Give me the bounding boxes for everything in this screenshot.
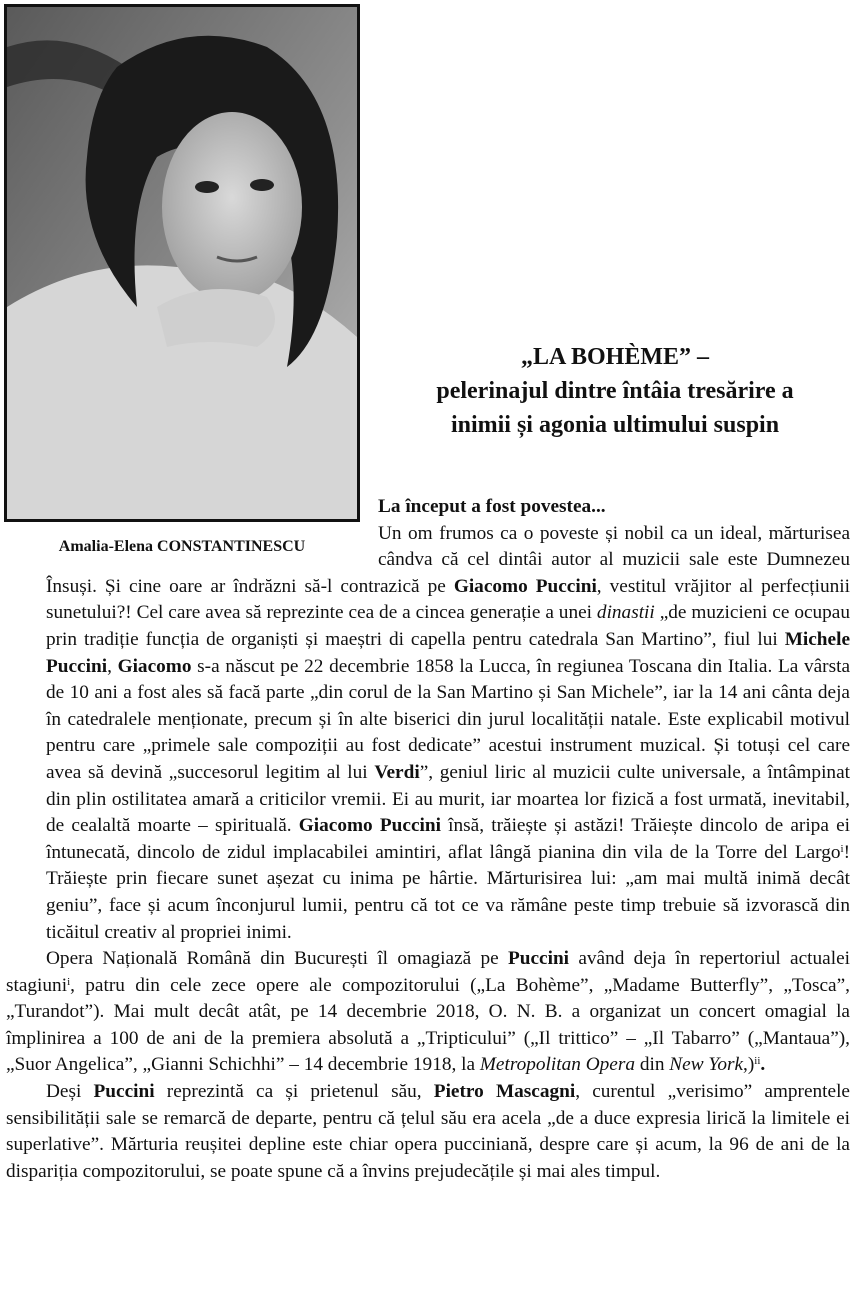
portrait-image bbox=[7, 7, 357, 519]
article-title bbox=[380, 340, 850, 442]
section-subheading: La început a fost povestea... bbox=[378, 496, 606, 517]
footnote-ref-2[interactable]: i bbox=[67, 975, 71, 988]
footnote-ref-1[interactable]: i bbox=[840, 842, 844, 855]
article-body bbox=[6, 494, 850, 1185]
paragraph-1: Un om frumos ca o poveste și nobil ca un ideal, mărturisea cândva că cel dintâi autor al muzicii sale este Dumnezeu Însuși. Și cine oare ar îndrăzni să-l contrazică pe Giacomo Puccini, vestitul vrăjitor al perfecțiunii sunetului?! Cel care avea să reprezinte cea de a cincea generație a unei dinastii „de muzicieni ce ocupau prin tradiție funcția de organiști și maeștri di capella pentru catedrala San Martino”, fiul lui Michele Puccini, Giacomo s-a născut pe 22 decembrie 1858 la Lucca, în regiunea Toscana din Italia. La vârsta de 10 ani a fost ales să facă parte „din corul de la San Martino și San Michele”, iar la 14 ani cânta deja în catedralele menționate, precum și în alte biserici din jurul localității natale. Este explicabil motivul pentru care „primele sale compoziții au fost dedicate” acestui instrument muzical. Și totuși cel care avea să devină „succesorul legitim al lui Verdi”, geniul liric al muzicii culte universale, a întâmpinat din plin ostilitatea amară a criticilor vremii. Ei au murit, iar moartea lor fizică a fost urmată, inevitabil, de cealaltă moarte – spirituală. Giacomo Puccini însă, trăiește și astăzi! Trăiește dincolo de aripa ei întunecată, dincolo de zidul implacabilei amintiri, aflat lângă pianina din vila de la Torre del Largo$^i$! Trăiește prin fiecare sunet așezat cu inima pe hârtie. Mărturisirea lui: „am mai multă inimă decât geniu”, face și acum înconjurul lumii, pentru că tot ce va rămâne peste timp trebuie să izvorască din ticăitul creativ al propriei inimi. bbox=[46, 522, 851, 943]
photo-float-spacer bbox=[6, 494, 378, 572]
title-line-1: „LA BOHÈME” – bbox=[520, 344, 710, 370]
title-line-3: inimii și agonia ultimului suspin bbox=[450, 412, 780, 438]
footnote-ref-3[interactable]: ii bbox=[754, 1055, 761, 1068]
paragraph-2: Opera Națională Română din București îl omagiază pe Puccini având deja în repertoriul actualei stagiuni$^i$, patru din cele zece opere ale compozitorului („La Bohème”, „Madame Butterfly”, „Tosca”, „Turandot”). Mai mult decât atât, pe 14 decembrie 2018, O. N. B. a organizat un concert omagial la împlinirea a 100 de ani de la premiera absolută a „Tripticului” („Il trittico” – „Il Tabarro” („Mantaua”), „Suor Angelica”, „Gianni Schichhi” – 14 decembrie 1918, la Metropolitan Opera din New York,)$^{ii}$. bbox=[6, 948, 850, 1076]
author-photo bbox=[4, 4, 360, 522]
title-line-2: pelerinajul dintre întâia tresărire a bbox=[436, 378, 794, 404]
paragraph-3: Deși Puccini reprezintă ca și prietenul său, Pietro Mascagni, curentul „verisimo” amprentele sensibilității sale se remarcă de departe, pentru că țelul său era acela „de a duce expresia lirică la limitele ei superlative”. Mărturia reușitei depline este chiar opera pucciniană, despre care și acum, la 96 de ani de la dispariția compozitorului, se poate spune că a învins prejudecățile și mai ales timpul. bbox=[6, 1081, 850, 1182]
photo-caption: Amalia-Elena CONSTANTINESCU bbox=[58, 538, 306, 555]
